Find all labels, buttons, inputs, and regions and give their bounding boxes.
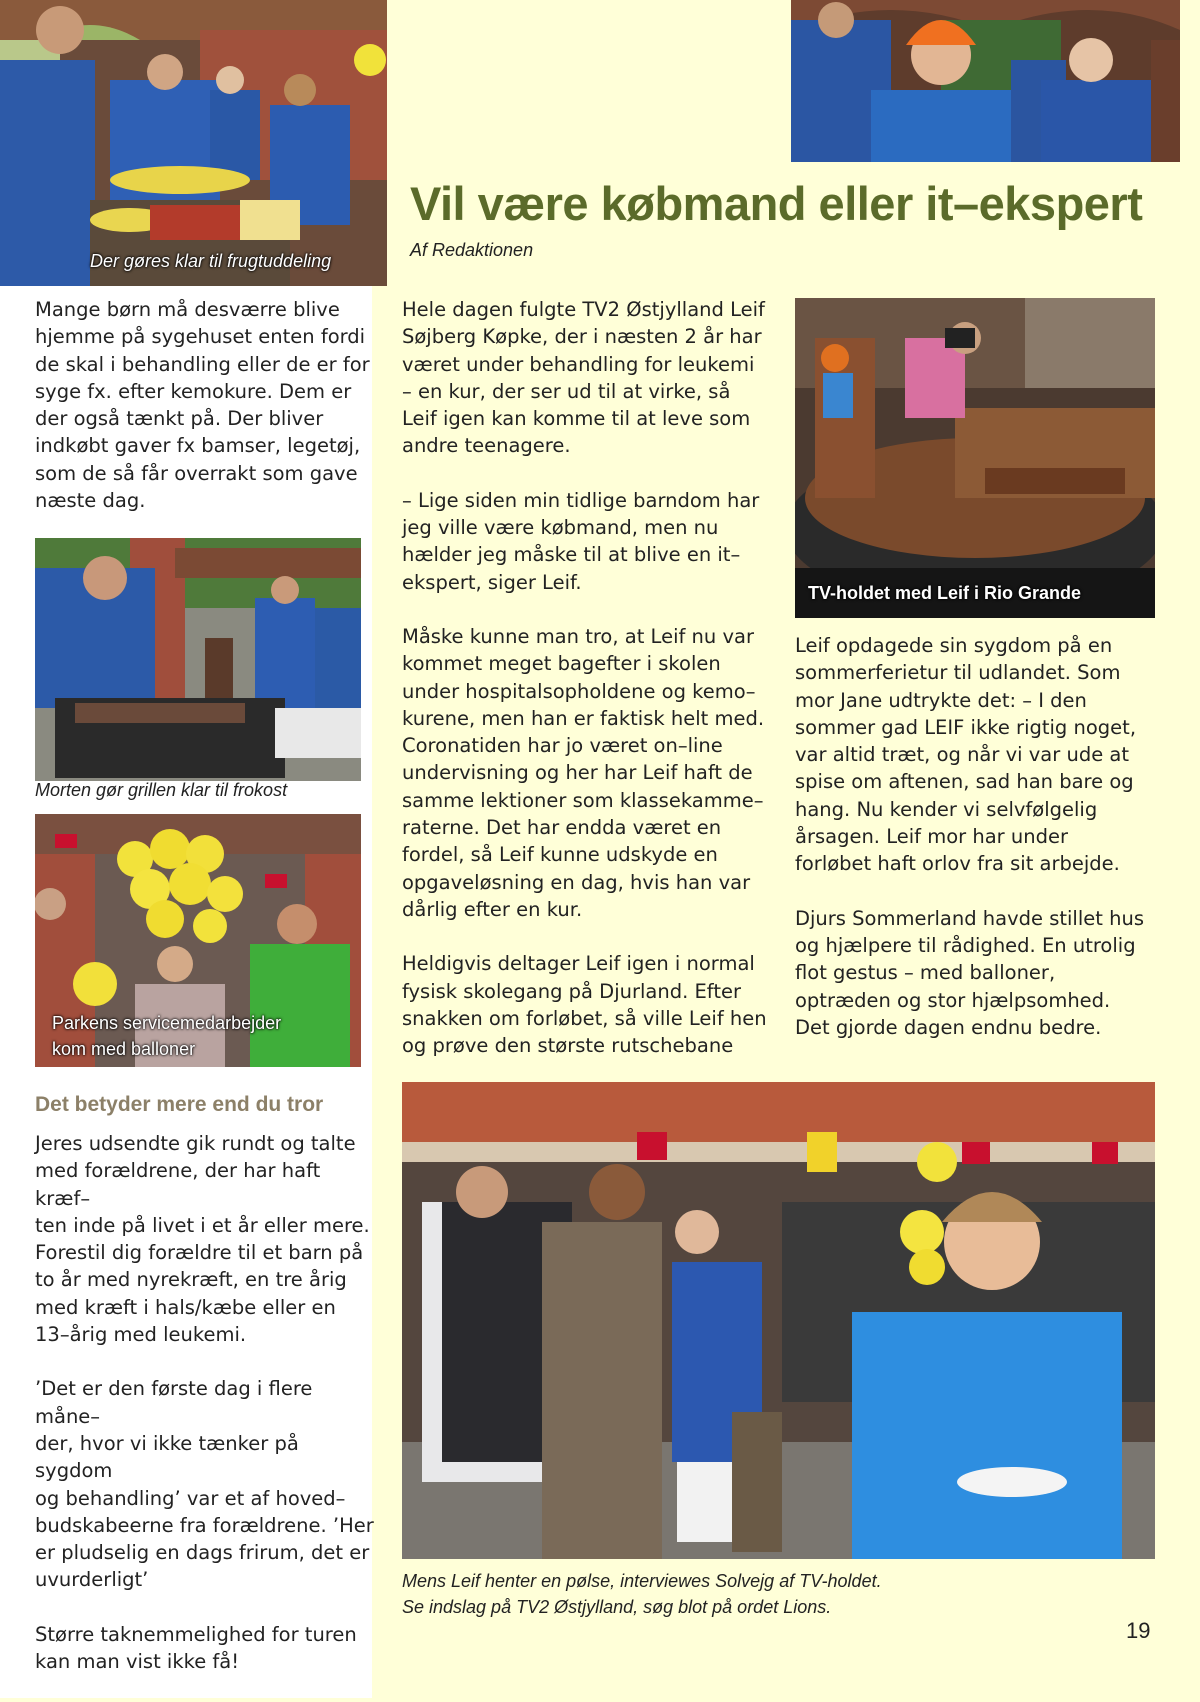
caption-grill: Morten gør grillen klar til frokost <box>35 780 288 800</box>
line: Søjberg Køpke, der i næsten 2 år har <box>402 325 762 349</box>
line: Leif igen kan komme til at leve som <box>402 407 751 431</box>
line: snakken om forløbet, så ville Leif hen <box>402 1006 767 1030</box>
line: forløbet haft orlov fra sit arbejde. <box>795 852 1120 876</box>
caption-balloons-line2: kom med balloner <box>52 1039 196 1059</box>
line: Heldigvis deltager Leif igen i normal <box>402 952 755 976</box>
line: var altid træt, og når vi var ude at <box>795 743 1129 767</box>
line: kan man vist ikke få! <box>35 1650 240 1674</box>
right-paragraph <box>795 905 1170 1041</box>
line: mor Jane udtrykte det: – I den <box>795 688 1087 712</box>
line: – Lige siden min tidlige barndom har <box>402 488 760 512</box>
line: ’Det er den første dag i flere måne– <box>35 1377 313 1428</box>
photo-balloons <box>35 814 361 1067</box>
left-paragraph <box>35 1621 375 1676</box>
left-intro-line: hjemme på sygehuset enten fordi <box>35 325 366 349</box>
middle-body <box>402 296 782 1086</box>
left-paragraph <box>35 1375 375 1593</box>
line: – en kur, der ser ud til at virke, så <box>402 379 731 403</box>
line: budskabeerne fra forældrene. ’Her <box>35 1513 374 1537</box>
photo-interview <box>402 1082 1155 1559</box>
line: med forældrene, der har haft kræf– <box>35 1159 321 1210</box>
line: Coronatiden har jo været on–line <box>402 734 723 758</box>
left-intro-line: Mange børn må desværre blive <box>35 298 340 321</box>
caption-balloons-line1: Parkens servicemedarbejder <box>52 1013 282 1033</box>
line: to år med nyrekræft, en tre årig <box>35 1268 347 1292</box>
middle-paragraph <box>402 296 782 460</box>
left-intro-line: syge fx. efter kemokure. Dem er <box>35 379 352 403</box>
line: flot gestus – med balloner, <box>795 961 1056 985</box>
line: der, hvor vi ikke tænker på sygdom <box>35 1431 299 1483</box>
line: samme lektioner som klassekamme– <box>402 788 764 812</box>
left-paragraph <box>35 1130 375 1348</box>
line: sommerferietur til udlandet. Som <box>795 661 1121 685</box>
line: under hospitalsopholdene og kemo– <box>402 679 756 703</box>
line: og behandling’ var et af hoved– <box>35 1486 346 1510</box>
byline: Af Redaktionen <box>410 240 534 260</box>
line: jeg ville være købmand, men nu <box>402 516 719 540</box>
middle-paragraph <box>402 487 782 596</box>
line: Forestil dig forældre til et barn på <box>35 1241 364 1265</box>
caption-bottom-line1: Mens Leif henter en pølse, interviewes Solvejg af TV-holdet. <box>402 1571 882 1591</box>
line: optræden og stor hjælpsomhed. <box>795 988 1111 1012</box>
left-intro-line: næste dag. <box>35 489 146 513</box>
line: og prøve den største rutschebane <box>402 1034 734 1058</box>
left-intro-line: der også tænkt på. Der bliver <box>35 407 324 431</box>
left-intro-line: som de så får overrakt som gave <box>35 461 358 485</box>
line: opgaveløsning en dag, hvis han var <box>402 870 751 894</box>
left-body <box>35 1130 375 1702</box>
line: spise om aftenen, sad han bare og <box>795 770 1134 794</box>
line: hælder jeg måske til at blive en it– <box>402 543 741 567</box>
line: er pludselig en dags frirum, det er <box>35 1541 370 1565</box>
line: Det gjorde dagen endnu bedre. <box>795 1015 1102 1039</box>
photo-boy-orange-cap <box>791 0 1180 162</box>
middle-paragraph <box>402 623 782 923</box>
caption-bottom-line2: Se indslag på TV2 Østjylland, søg blot på ordet Lions. <box>402 1597 832 1617</box>
line: ten inde på livet i et år eller mere. <box>35 1213 370 1237</box>
middle-paragraph <box>402 950 782 1059</box>
line: Hele dagen fulgte TV2 Østjylland Leif <box>402 298 765 321</box>
line: hang. Nu kender vi selvfølgelig <box>795 797 1098 821</box>
page-number: 19 <box>1126 1618 1151 1643</box>
line: kurene, men han er faktisk helt med. <box>402 706 765 730</box>
left-intro-line: indkøbt gaver fx bamser, legetøj, <box>35 434 361 458</box>
line: været under behandling for leukemi <box>402 352 755 376</box>
photo-fruit-distribution <box>0 0 387 286</box>
photo-rio-grande <box>795 298 1155 618</box>
line: ekspert, siger Leif. <box>402 570 582 594</box>
line: kommet meget bagefter i skolen <box>402 652 721 676</box>
line: med kræft i hals/kæbe eller en <box>35 1295 336 1319</box>
left-intro <box>35 296 375 514</box>
line: fordel, så Leif kunne udskyde en <box>402 843 718 867</box>
left-intro-line: de skal i behandling eller de er for <box>35 352 370 376</box>
line: andre teenagere. <box>402 434 571 458</box>
caption-rio-grande: TV-holdet med Leif i Rio Grande <box>808 583 1082 603</box>
line: Større taknemmelighed for turen <box>35 1622 357 1646</box>
line: fysisk skolegang på Djurland. Efter <box>402 979 741 1003</box>
line: undervisning og her har Leif haft de <box>402 761 753 785</box>
line: uvurderligt’ <box>35 1568 149 1592</box>
line: raterne. Det har endda været en <box>402 816 722 840</box>
left-subheading: Det betyder mere end du tror <box>35 1093 324 1116</box>
line: og hjælpere til rådighed. En utrolig <box>795 933 1136 957</box>
line: dårlig efter en kur. <box>402 897 583 921</box>
caption-fruit: Der gøres klar til frugtuddeling <box>90 251 332 271</box>
line: Måske kunne man tro, at Leif nu var <box>402 624 754 648</box>
line: Djurs Sommerland havde stillet hus <box>795 906 1144 930</box>
right-paragraph <box>795 632 1170 878</box>
photo-grill <box>35 538 361 781</box>
line: årsagen. Leif mor har under <box>795 825 1068 849</box>
line: Leif opdagede sin sygdom på en <box>795 634 1113 657</box>
right-body <box>795 632 1170 1068</box>
line: 13–årig med leukemi. <box>35 1323 247 1347</box>
line: sommer gad LEIF ikke rigtig noget, <box>795 715 1137 739</box>
line: Jeres udsendte gik rundt og talte <box>35 1132 356 1155</box>
article-title: Vil være købmand eller it–ekspert <box>410 177 1143 230</box>
